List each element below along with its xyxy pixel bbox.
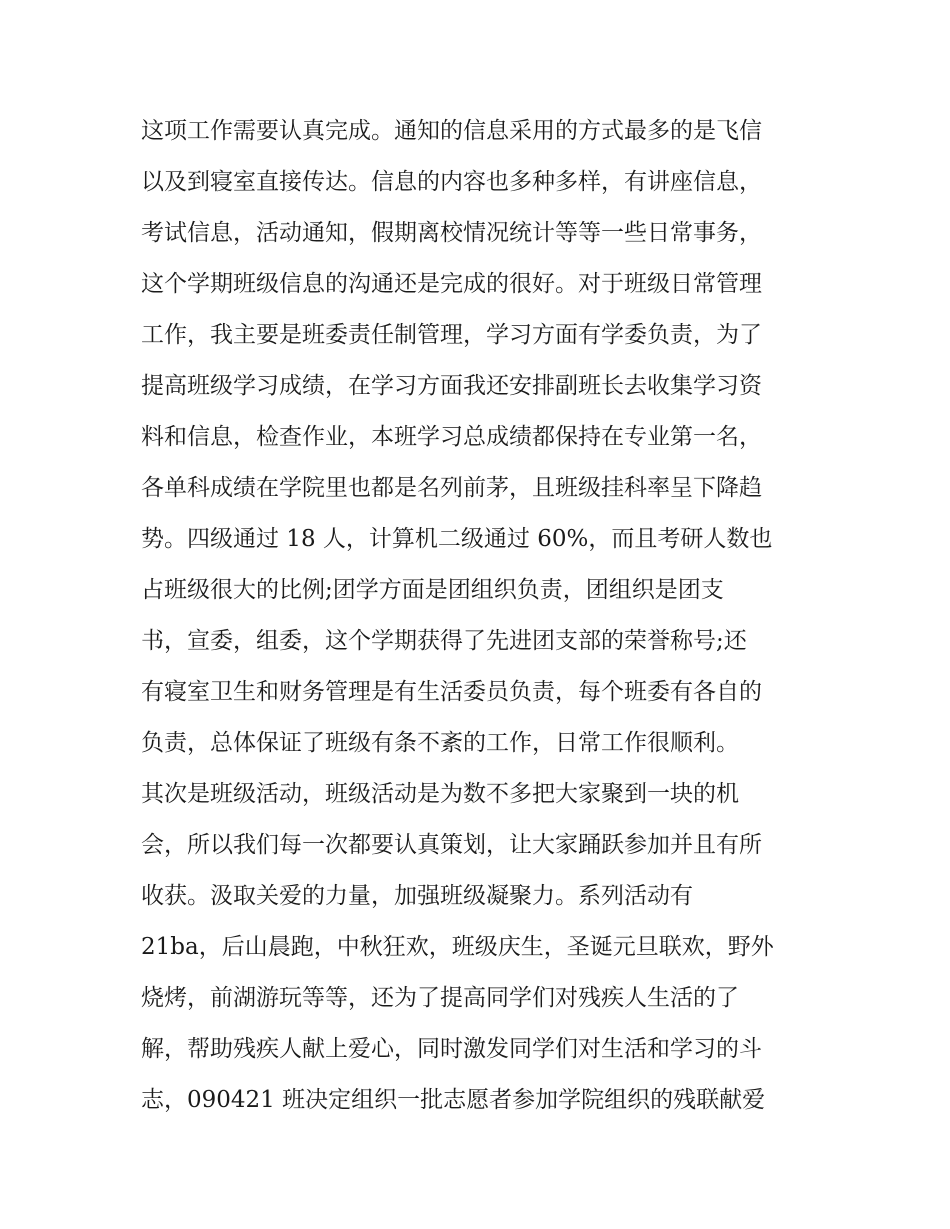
- text-line: 工作，我主要是班委责任制管理，学习方面有学委负责，为了: [141, 322, 762, 348]
- text-line: 势。四级通过 18 人，计算机二级通过 60%，而且考研人数也: [141, 526, 773, 552]
- text-line: 占班级很大的比例;团学方面是团组织负责，团组织是团支: [141, 577, 724, 603]
- text-line: 考试信息，活动通知，假期离校情况统计等等一些日常事务，: [141, 220, 762, 246]
- text-line: 烧烤，前湖游玩等等，还为了提高同学们对残疾人生活的了: [141, 985, 739, 1011]
- text-line: 志，090421 班决定组织一批志愿者参加学院组织的残联献爱: [141, 1087, 766, 1113]
- text-line: 21ba，后山晨跑，中秋狂欢，班级庆生，圣诞元旦联欢，野外: [141, 934, 774, 960]
- text-line: 有寝室卫生和财务管理是有生活委员负责，每个班委有各自的: [141, 679, 762, 705]
- text-line: 解，帮助残疾人献上爱心，同时激发同学们对生活和学习的斗: [141, 1036, 762, 1062]
- text-line: 其次是班级活动，班级活动是为数不多把大家聚到一块的机: [141, 781, 739, 807]
- text-line: 这个学期班级信息的沟通还是完成的很好。对于班级日常管理: [141, 271, 762, 297]
- text-line: 各单科成绩在学院里也都是名列前茅，且班级挂科率呈下降趋: [141, 475, 762, 501]
- text-line: 书，宣委，组委，这个学期获得了先进团支部的荣誉称号;还: [141, 628, 747, 654]
- text-line: 提高班级学习成绩，在学习方面我还安排副班长去收集学习资: [141, 373, 762, 399]
- text-line: 收获。汲取关爱的力量，加强班级凝聚力。系列活动有: [141, 883, 693, 909]
- text-line: 负责，总体保证了班级有条不紊的工作，日常工作很顺利。: [141, 730, 739, 756]
- text-line: 这项工作需要认真完成。通知的信息采用的方式最多的是飞信: [141, 118, 762, 144]
- body-text: [141, 106, 821, 1126]
- text-line: 以及到寝室直接传达。信息的内容也多种多样，有讲座信息，: [141, 169, 762, 195]
- text-line: 会，所以我们每一次都要认真策划，让大家踊跃参加并且有所: [141, 832, 762, 858]
- text-line: 料和信息，检查作业，本班学习总成绩都保持在专业第一名，: [141, 424, 762, 450]
